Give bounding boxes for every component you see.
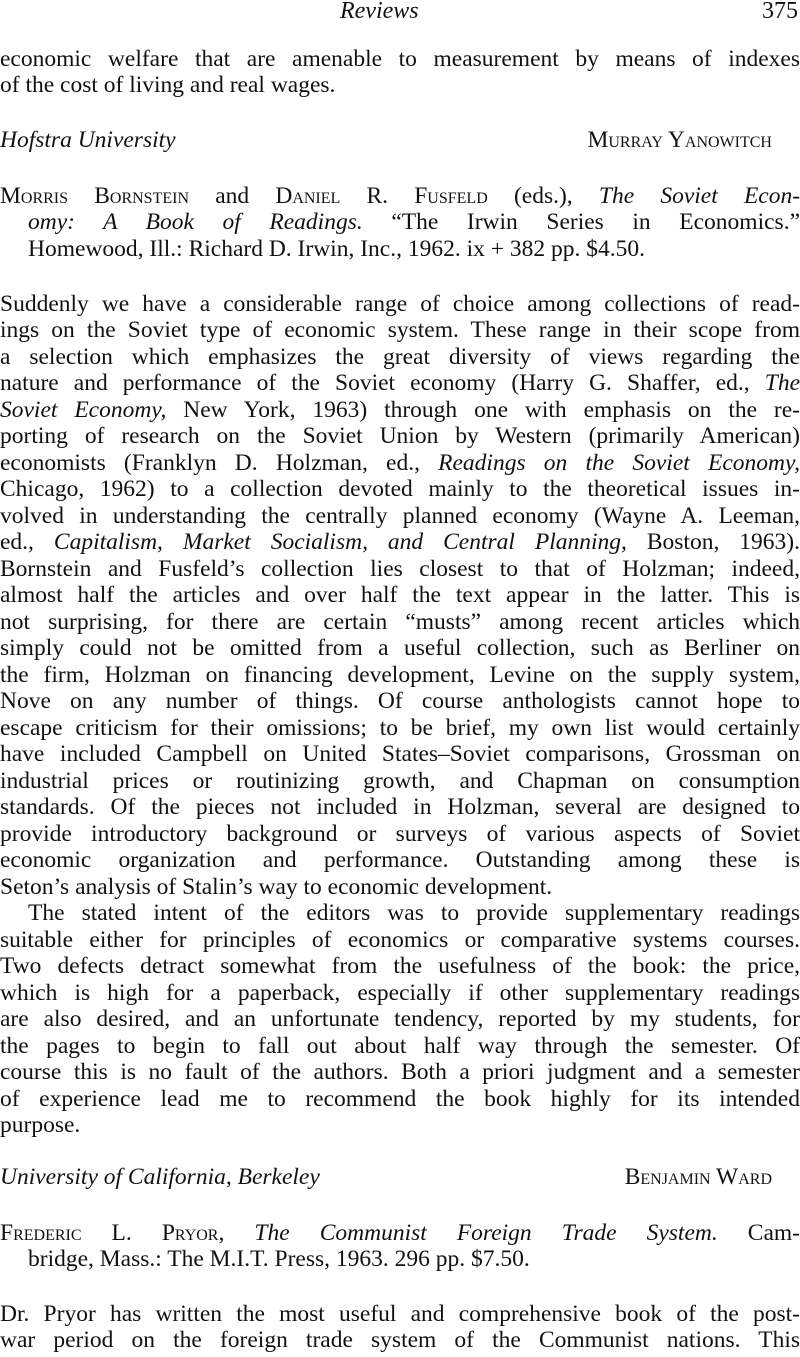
text-line: almost half the articles and over half the text appear in the latter. This is [0, 582, 800, 608]
text-line: industrial prices or routinizing growth, and Chapman on consumption [0, 768, 800, 794]
citation-line [28, 208, 800, 236]
text-line: economic organization and performance. Outstanding among these is [0, 847, 800, 873]
text-line: which is high for a paperback, especially if other supplementary readings [0, 980, 800, 1006]
reviewer-name: Murray Yanowitch [587, 127, 772, 153]
book-title: Readings on the Soviet Economy, [438, 450, 800, 476]
text-line: Nove on any number of things. Of course anthologists cannot hope to [0, 688, 800, 714]
text-line: provide introductory background or surveys of various aspects of Soviet [0, 821, 800, 847]
text-run: ed., [0, 529, 54, 555]
text-line: not surprising, for there are certain “musts” among recent articles which [0, 609, 800, 635]
running-title: Reviews [340, 0, 419, 24]
text-line: course this is no fault of the authors. Both a priori judgment and a semester [0, 1059, 800, 1085]
publication-info: bridge, Mass.: The M.I.T. Press, 1963. 296 pp. $7.50. [28, 1246, 530, 1272]
running-head [0, 0, 800, 28]
text-line: have included Campbell on United States–Soviet comparisons, Grossman on [0, 741, 800, 767]
text-line [0, 369, 800, 397]
text-line: volved in understanding the centrally planned economy (Wayne A. Leeman, [0, 503, 800, 529]
text-line: of experience lead me to recommend the book highly for its intended [0, 1086, 800, 1112]
book-title: Soviet Economy, [0, 397, 167, 423]
text-line [0, 396, 800, 424]
text-line: Seton’s analysis of Stalin’s way to economic development. [0, 874, 553, 900]
text-line: the pages to begin to fall out about half way through the semester. Of [0, 1033, 800, 1059]
text-line: Dr. Pryor has written the most useful and comprehensive book of the post- [0, 1301, 800, 1327]
text-line: ings on the Soviet type of economic system. These range in their scope from [0, 317, 800, 343]
editor-note: (eds.), [513, 183, 573, 209]
text-line: Suddenly we have a considerable range of choice among collections of read- [0, 291, 800, 317]
text-line: suitable either for principles of economics or comparative systems courses. [0, 927, 800, 953]
text-line: of the cost of living and real wages. [0, 72, 336, 98]
text-line: a selection which emphasizes the great diversity of views regarding the [0, 344, 800, 370]
publication-info: Homewood, Ill.: Richard D. Irwin, Inc., 1962. ix + 382 pp. $4.50. [28, 236, 645, 262]
text-line [0, 528, 800, 556]
reviewer-name: Benjamin Ward [624, 1164, 772, 1190]
text-line: standards. Of the pieces not included in Holzman, several are designed to [0, 794, 800, 820]
book-author: Frederic L. Pryor, [0, 1220, 225, 1246]
publication-info: Cam- [747, 1220, 800, 1246]
text-line: are also desired, and an unfortunate tendency, reported by my students, for [0, 1006, 800, 1032]
text-line: war period on the foreign trade system of the Communist nations. This [0, 1327, 800, 1353]
text-line: escape criticism for their omissions; to be brief, my own list would certainly [0, 715, 800, 741]
book-title: The Communist Foreign Trade System. [254, 1220, 718, 1246]
text-line [0, 449, 800, 477]
book-title: Capitalism, Market Socialism, and Central Planning, [53, 529, 627, 555]
text-run: New York, 1963) through one with emphasis on the re- [166, 397, 800, 423]
book-author: Morris Bornstein [0, 183, 189, 209]
text-line: Chicago, 1962) to a collection devoted mainly to the theoretical issues in- [0, 476, 800, 502]
conjunction: and [215, 183, 250, 209]
text-line: Two defects detract somewhat from the usefulness of the book: the price, [0, 953, 800, 979]
citation-line [0, 182, 800, 210]
book-title: The [764, 370, 800, 396]
text-run: nature and performance of the Soviet economy (Harry G. Shaffer, ed., [0, 370, 765, 396]
text-run: Boston, 1963). [626, 529, 800, 555]
citation-line [0, 1219, 800, 1247]
book-author: Daniel R. Fusfeld [275, 183, 488, 209]
text-line: economic welfare that are amenable to measurement by means of indexes [0, 46, 800, 72]
series-name: “The Irwin Series in Economics.” [391, 209, 800, 235]
page-number: 375 [762, 0, 798, 24]
text-run: economists (Franklyn D. Holzman, ed., [0, 450, 439, 476]
book-title: The Soviet Econ- [598, 183, 800, 209]
text-line: simply could not be omitted from a useful collection, such as Berliner on [0, 635, 800, 661]
text-line: The stated intent of the editors was to provide supplementary readings [28, 900, 800, 926]
text-line: the firm, Holzman on financing development, Levine on the supply system, [0, 662, 800, 688]
text-line: Bornstein and Fusfeld’s collection lies closest to that of Holzman; indeed, [0, 556, 800, 582]
book-title: omy: A Book of Readings. [28, 209, 363, 235]
text-line: purpose. [0, 1112, 81, 1138]
text-line: porting of research on the Soviet Union by Western (primarily American) [0, 423, 800, 449]
reviewer-affiliation: Hofstra University [0, 127, 176, 153]
reviewer-affiliation: University of California, Berkeley [0, 1164, 320, 1190]
